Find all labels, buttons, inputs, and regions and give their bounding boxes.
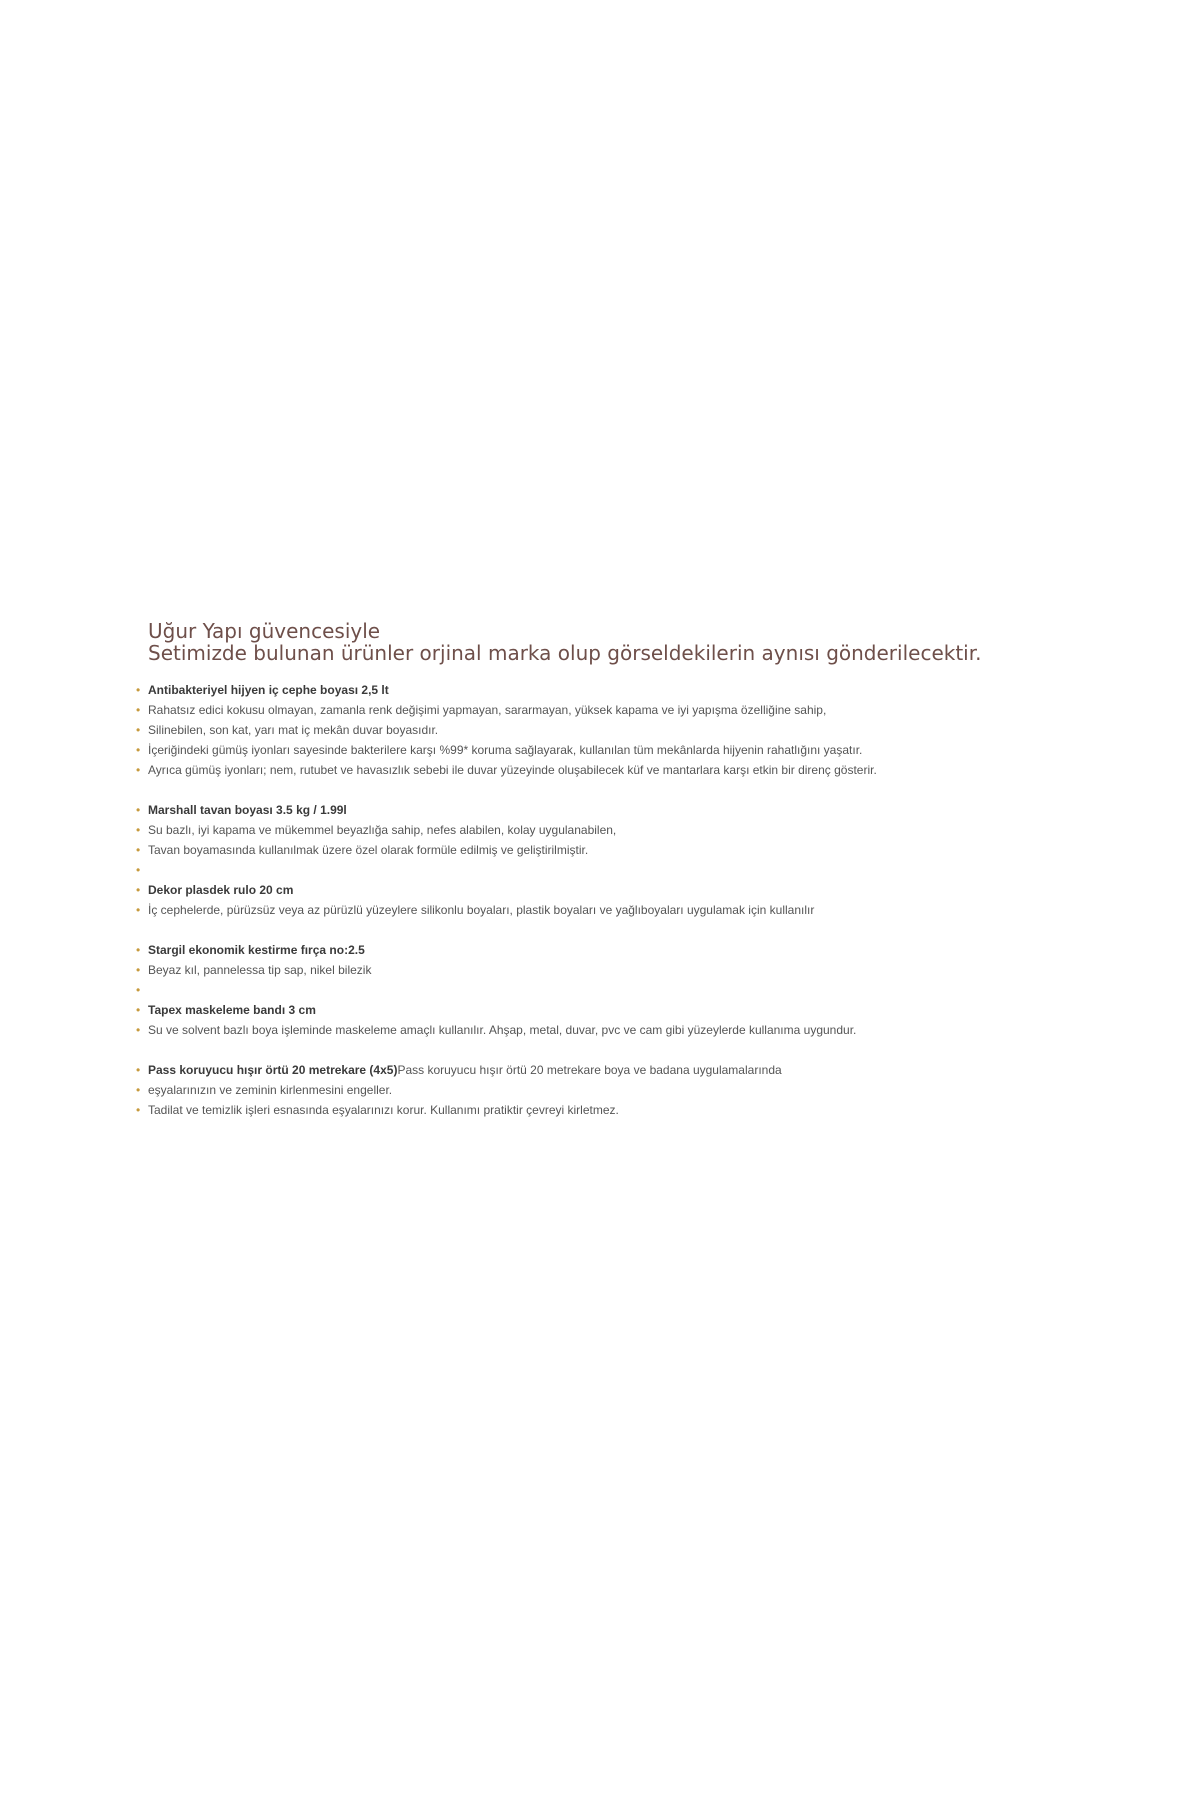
bullet-icon: •: [136, 823, 141, 837]
bullet-icon: •: [136, 763, 141, 777]
list-item-text: Silinebilen, son kat, yarı mat iç mekân duvar boyasıdır.: [148, 723, 439, 737]
bullet-icon: •: [136, 843, 141, 857]
bullet-icon: •: [136, 943, 141, 957]
product-masking-tape: [136, 1000, 1136, 1040]
bullet-icon: •: [136, 1063, 141, 1077]
list-item: [136, 740, 1136, 760]
list-item-text: Tavan boyamasında kullanılmak üzere özel olarak formüle edilmiş ve geliştirilmiştir.: [148, 843, 589, 857]
bullet-icon: •: [136, 723, 141, 737]
list-item: [136, 700, 1136, 720]
header-original-note: Setimizde bulunan ürünler orjinal marka olup görseldekilerin aynısı gönderilecektir.: [148, 641, 982, 665]
list-item: [136, 760, 1136, 780]
product-title-row: [136, 1000, 1136, 1020]
product-title-line: [148, 1060, 782, 1080]
bullet-icon: •: [136, 683, 141, 697]
list-item: [136, 960, 1136, 980]
bullet-icon: •: [136, 1083, 141, 1097]
list-item: [136, 1020, 1136, 1040]
product-brush: [136, 940, 1136, 1000]
product-title: Dekor plasdek rulo 20 cm: [148, 883, 294, 897]
list-item-text: Rahatsız edici kokusu olmayan, zamanla renk değişimi yapmayan, sararmayan, yüksek kapama ve iyi yapışma özelliğine sahip,: [148, 703, 827, 717]
product-title: Antibakteriyel hijyen iç cephe boyası 2,5 lt: [148, 683, 389, 697]
list-item: [136, 980, 1136, 1000]
product-description: [136, 620, 1136, 1120]
list-item-text: İç cephelerde, pürüzsüz veya az pürüzlü yüzeylere silikonlu boyaları, plastik boyaları ve yağlıboyaları uygulamak için kullanılır: [148, 903, 815, 917]
bullet-icon: •: [136, 883, 141, 897]
list-item: [136, 820, 1136, 840]
bullet-icon: •: [136, 743, 141, 757]
product-title-suffix: Pass koruyucu hışır örtü 20 metrekare boya ve badana uygulamalarında: [397, 1063, 782, 1077]
list-item: [136, 720, 1136, 740]
header: [136, 620, 1136, 664]
list-item-text: Su ve solvent bazlı boya işleminde maskeleme amaçlı kullanılır. Ahşap, metal, duvar, pvc ve cam gibi yüzeylerde kullanıma uygundur.: [148, 1023, 857, 1037]
bullet-icon: •: [136, 1003, 141, 1017]
product-title-row: [136, 680, 1136, 700]
list-item-text: Su bazlı, iyi kapama ve mükemmel beyazlığa sahip, nefes alabilen, kolay uygulanabilen,: [148, 823, 617, 837]
bullet-icon: •: [136, 703, 141, 717]
bullet-icon: •: [136, 983, 141, 997]
bullet-icon: •: [136, 863, 141, 877]
list-item: [136, 1100, 1136, 1120]
bullet-icon: •: [136, 903, 141, 917]
list-item: [136, 860, 1136, 880]
product-title-row: [136, 940, 1136, 960]
product-antibacterial-paint: [136, 680, 1136, 780]
bullet-icon: •: [136, 1023, 141, 1037]
bullet-icon: •: [136, 803, 141, 817]
list-item: [136, 1080, 1136, 1100]
list-item-text: Ayrıca gümüş iyonları; nem, rutubet ve havasızlık sebebi ile duvar yüzeyinde oluşabilecek küf ve mantarlara karşı etkin bir direnç gösterir.: [148, 763, 877, 777]
product-title-row: [136, 800, 1136, 820]
header-guarantee: Uğur Yapı güvencesiyle: [148, 619, 381, 643]
list-item-text: eşyalarınızın ve zeminin kirlenmesini engeller.: [148, 1083, 393, 1097]
bullet-icon: •: [136, 1103, 141, 1117]
product-protective-cover: [136, 1060, 1136, 1120]
list-item-text: Beyaz kıl, pannelessa tip sap, nikel bilezik: [148, 963, 372, 977]
product-title: Pass koruyucu hışır örtü 20 metrekare (4x5): [148, 1063, 398, 1077]
bullet-icon: •: [136, 963, 141, 977]
list-item: [136, 900, 1136, 920]
product-ceiling-paint: [136, 800, 1136, 880]
product-roller: [136, 880, 1136, 920]
product-title: Stargil ekonomik kestirme fırça no:2.5: [148, 943, 365, 957]
product-title: Tapex maskeleme bandı 3 cm: [148, 1003, 316, 1017]
list-item-text: İçeriğindeki gümüş iyonları sayesinde bakterilere karşı %99* koruma sağlayarak, kullanılan tüm mekânlarda hijyenin rahatlığını yaşatır.: [148, 743, 863, 757]
product-title: Marshall tavan boyası 3.5 kg / 1.99l: [148, 803, 347, 817]
list-item-text: Tadilat ve temizlik işleri esnasında eşyalarınızı korur. Kullanımı pratiktir çevreyi kirletmez.: [148, 1103, 619, 1117]
product-title-row: [136, 880, 1136, 900]
product-title-row: [136, 1060, 1136, 1080]
list-item: [136, 840, 1136, 860]
